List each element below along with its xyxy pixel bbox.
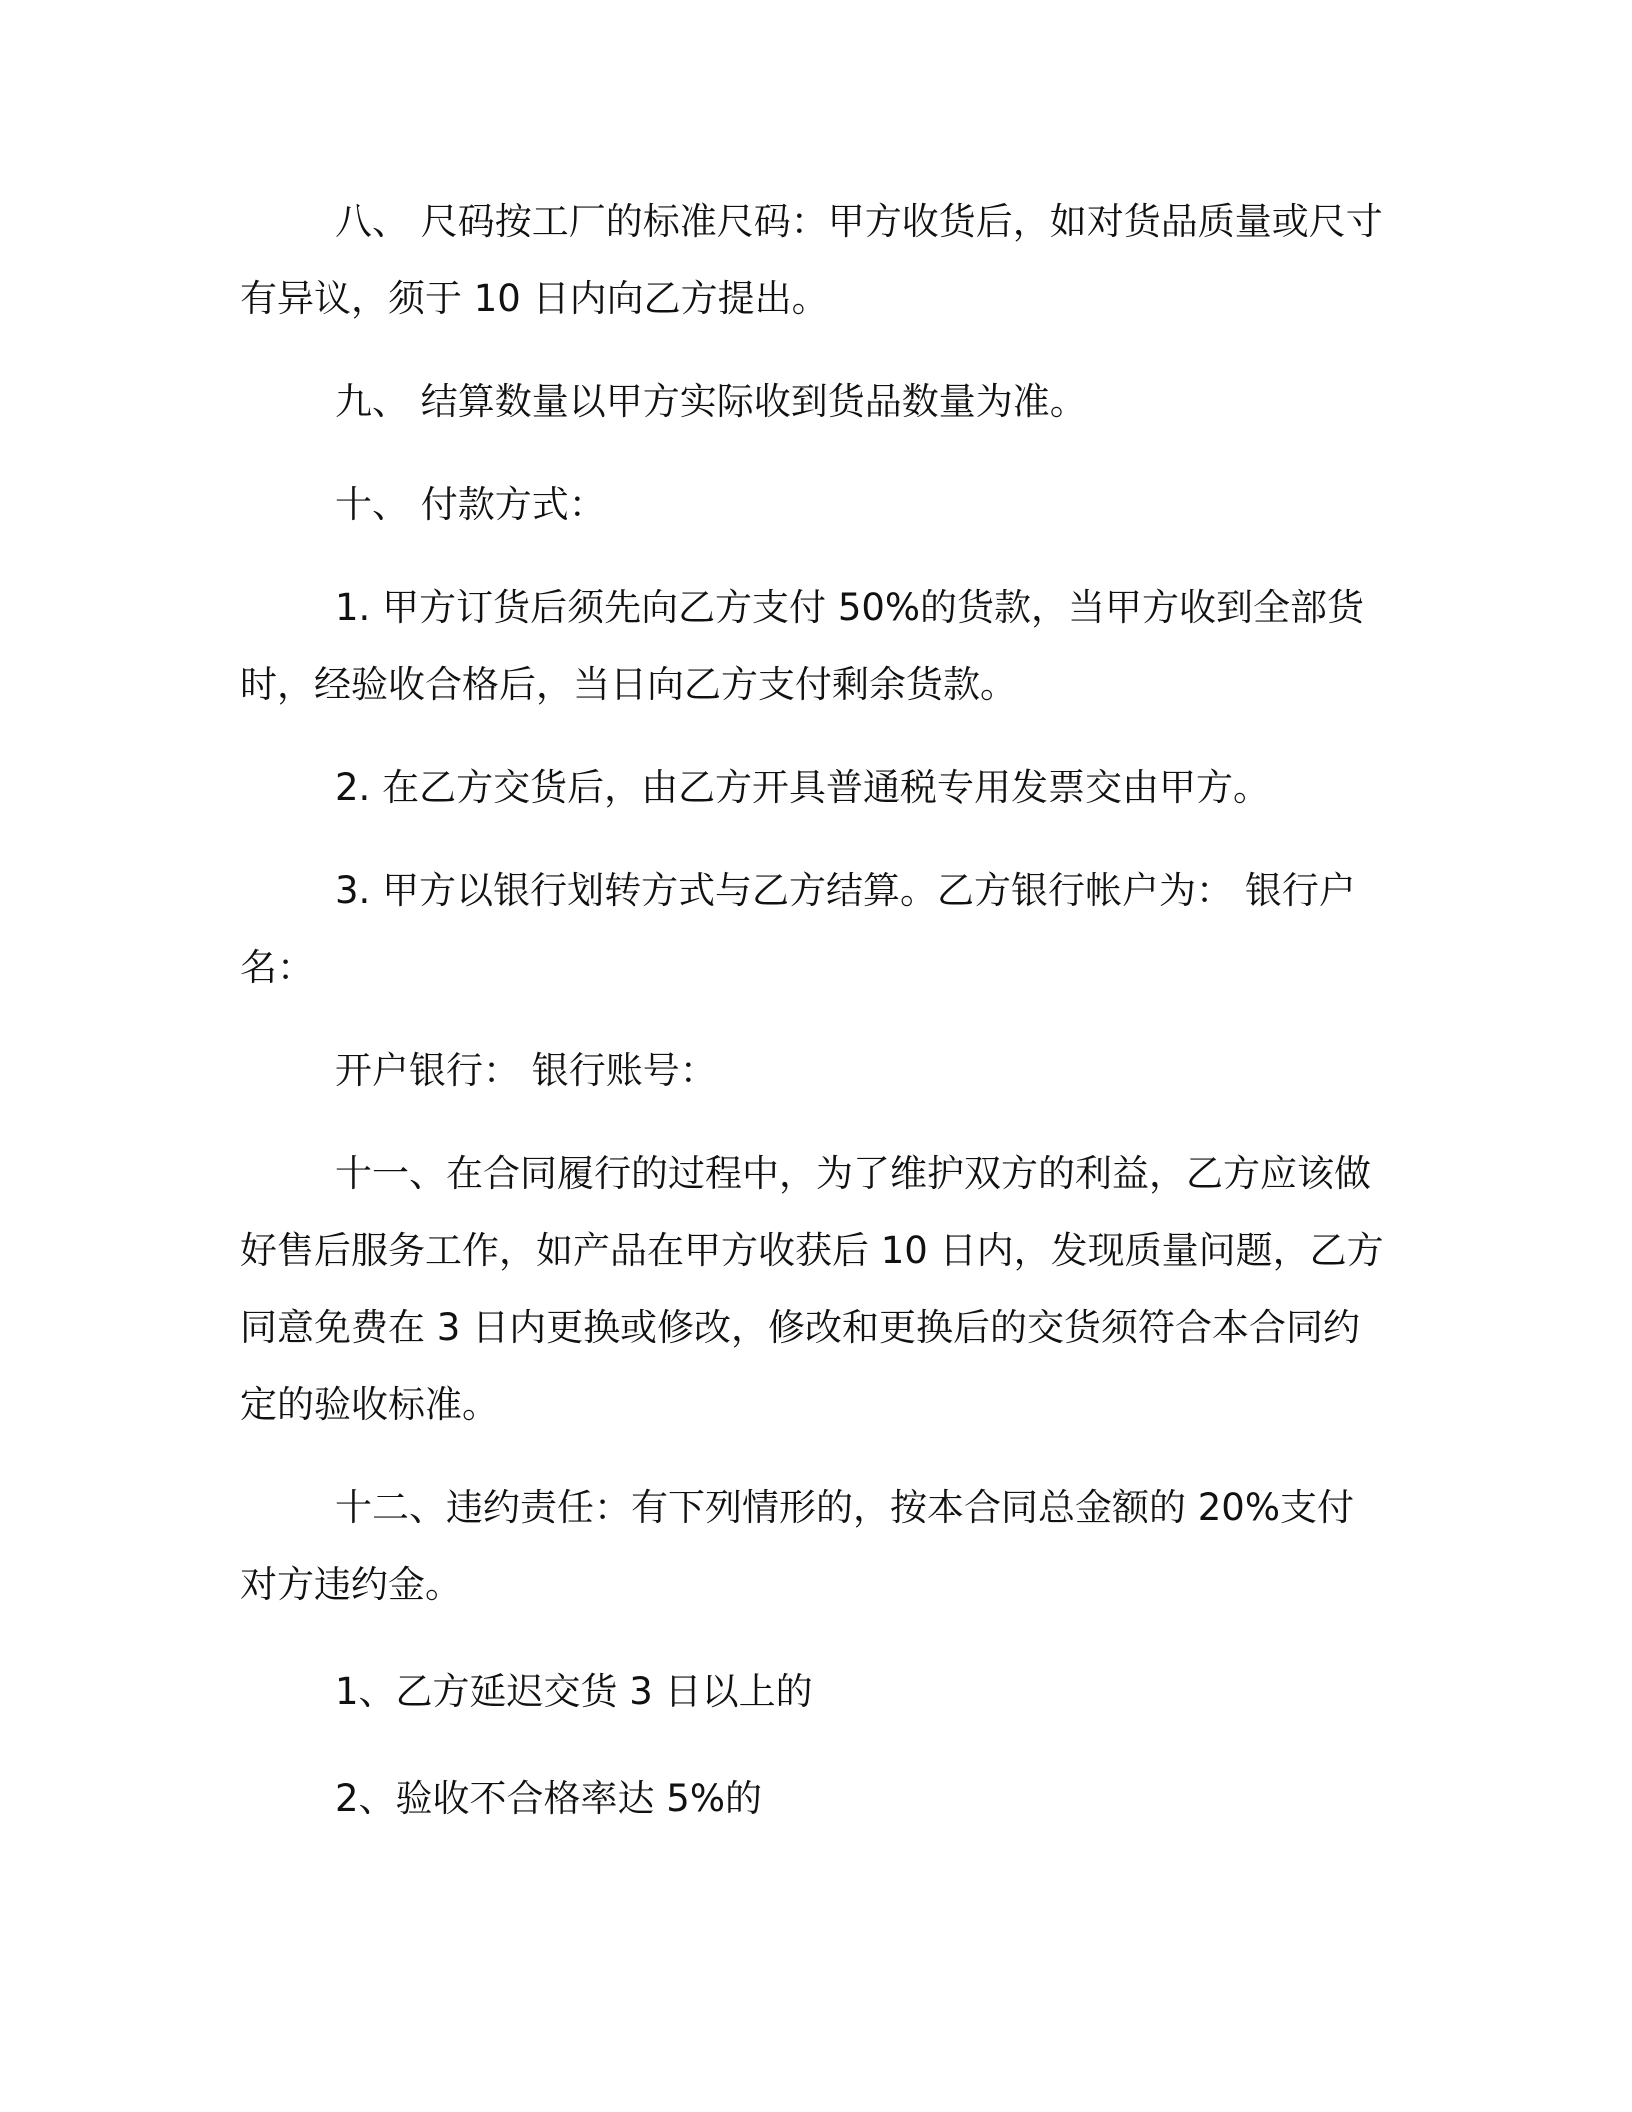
clause-12-item-1: 1、乙方延迟交货 3 日以上的 xyxy=(335,1670,813,1713)
clause-9: 九、 结算数量以甲方实际收到货品数量为准。 xyxy=(335,380,1087,423)
clause-8: 八、 尺码按工厂的标准尺码：甲方收货后，如对货品质量或尺寸有异议，须于 10 日内向乙方提出。 xyxy=(240,200,1383,320)
clause-12-item-2: 2、验收不合格率达 5%的 xyxy=(335,1777,762,1820)
clause-10-item-3: 3. 甲方以银行划转方式与乙方结算。乙方银行帐户为： 银行户名： xyxy=(240,869,1356,989)
clause-12: 十二、违约责任：有下列情形的，按本合同总金额的 20%支付对方违约金。 xyxy=(240,1486,1354,1606)
document-body xyxy=(240,183,1390,1837)
clause-11: 十一、在合同履行的过程中，为了维护双方的利益，乙方应该做好售后服务工作，如产品在甲方收获后 10 日内，发现质量问题，乙方同意免费在 3 日内更换或修改，修改和更换后的交货须符合本合同约定的验收标准。 xyxy=(240,1152,1384,1426)
clause-10: 十、 付款方式： xyxy=(335,483,606,526)
clause-10-item-1: 1. 甲方订货后须先向乙方支付 50%的货款，当甲方收到全部货时，经验收合格后，当日向乙方支付剩余货款。 xyxy=(240,586,1365,706)
bank-info: 开户银行： 银行账号： xyxy=(335,1049,717,1092)
clause-10-item-2: 2. 在乙方交货后，由乙方开具普通税专用发票交由甲方。 xyxy=(335,766,1271,809)
